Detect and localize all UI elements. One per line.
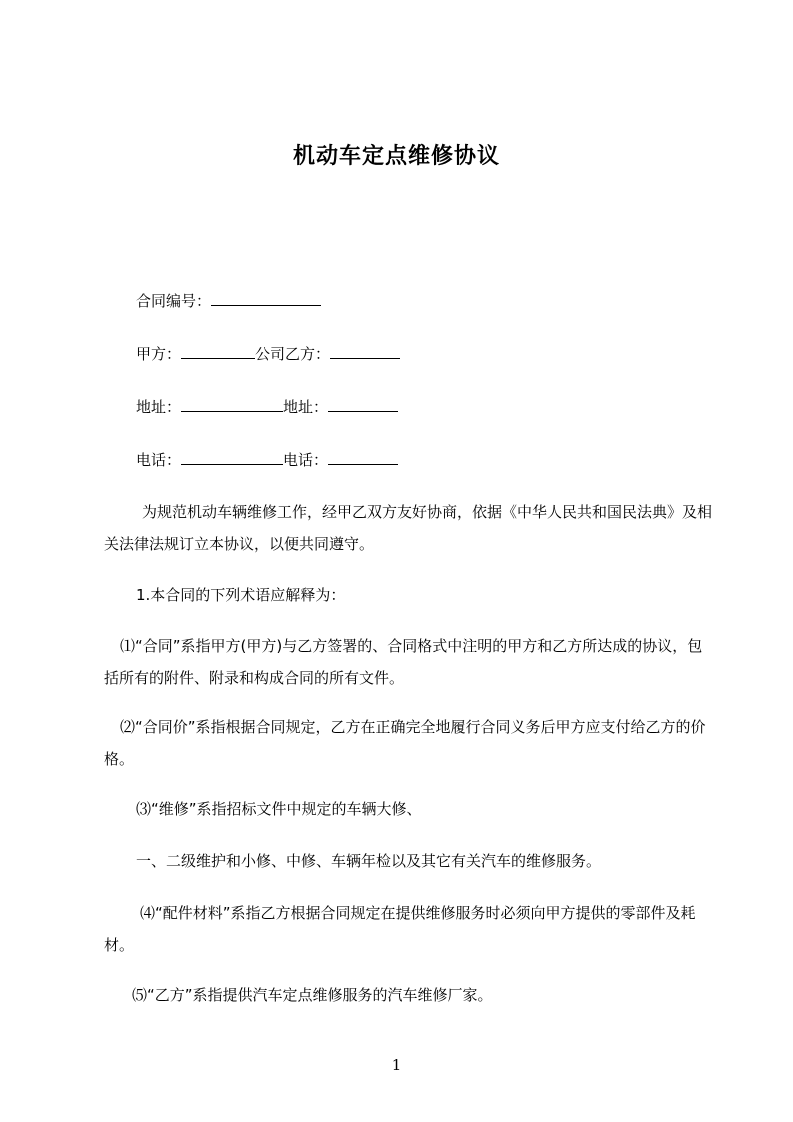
definition-item-4: ⑷“配件材料”系指乙方根据合同规定在提供维修服务时必须向甲方提供的零部件及耗材。 [104,904,696,954]
page-number: 1 [391,1056,402,1074]
definition-item-3: ⑶“维修”系指招标文件中规定的车辆大修、 [136,800,422,818]
phone-label-b: 电话： [283,451,329,469]
parties-line [136,344,400,364]
contract-number-blank [211,291,321,306]
party-b-blank [330,344,400,359]
definition-item-5: ⑸“乙方”系指提供汽车定点维修服务的汽车维修厂家。 [132,986,493,1004]
contract-number-line [136,291,321,311]
address-label-b: 地址： [283,398,329,416]
address-b-blank [328,397,398,412]
phone-label-a: 电话： [136,451,182,469]
address-a-blank [181,397,283,412]
company-party-b-label: 公司乙方： [255,345,331,363]
phone-a-blank [181,450,283,465]
intro-paragraph: 为规范机动车辆维修工作，经甲乙双方友好协商，依据《中华人民共和国民法典》及相关法律法规订立本协议，以便共同遵守。 [104,503,713,553]
definition-item-1: ⑴“合同”系指甲方(甲方)与乙方签署的、合同格式中注明的甲方和乙方所达成的协议，包括所有的附件、附录和构成合同的所有文件。 [104,637,703,687]
phone-line [136,450,398,470]
contract-number-label: 合同编号： [136,292,212,310]
clause-1-heading: 1.本合同的下列术语应解释为： [136,586,346,604]
document-title: 机动车定点维修协议 [292,144,500,169]
address-label-a: 地址： [136,398,182,416]
definition-item-2: ⑵“合同价”系指根据合同规定，乙方在正确完全地履行合同义务后甲方应支付给乙方的价格。 [104,718,706,768]
address-line [136,397,398,417]
definition-item-3-continuation: 一、二级维护和小修、中修、车辆年检以及其它有关汽车的维修服务。 [136,852,602,870]
party-a-label: 甲方： [136,345,182,363]
phone-b-blank [328,450,398,465]
party-a-blank [181,344,255,359]
